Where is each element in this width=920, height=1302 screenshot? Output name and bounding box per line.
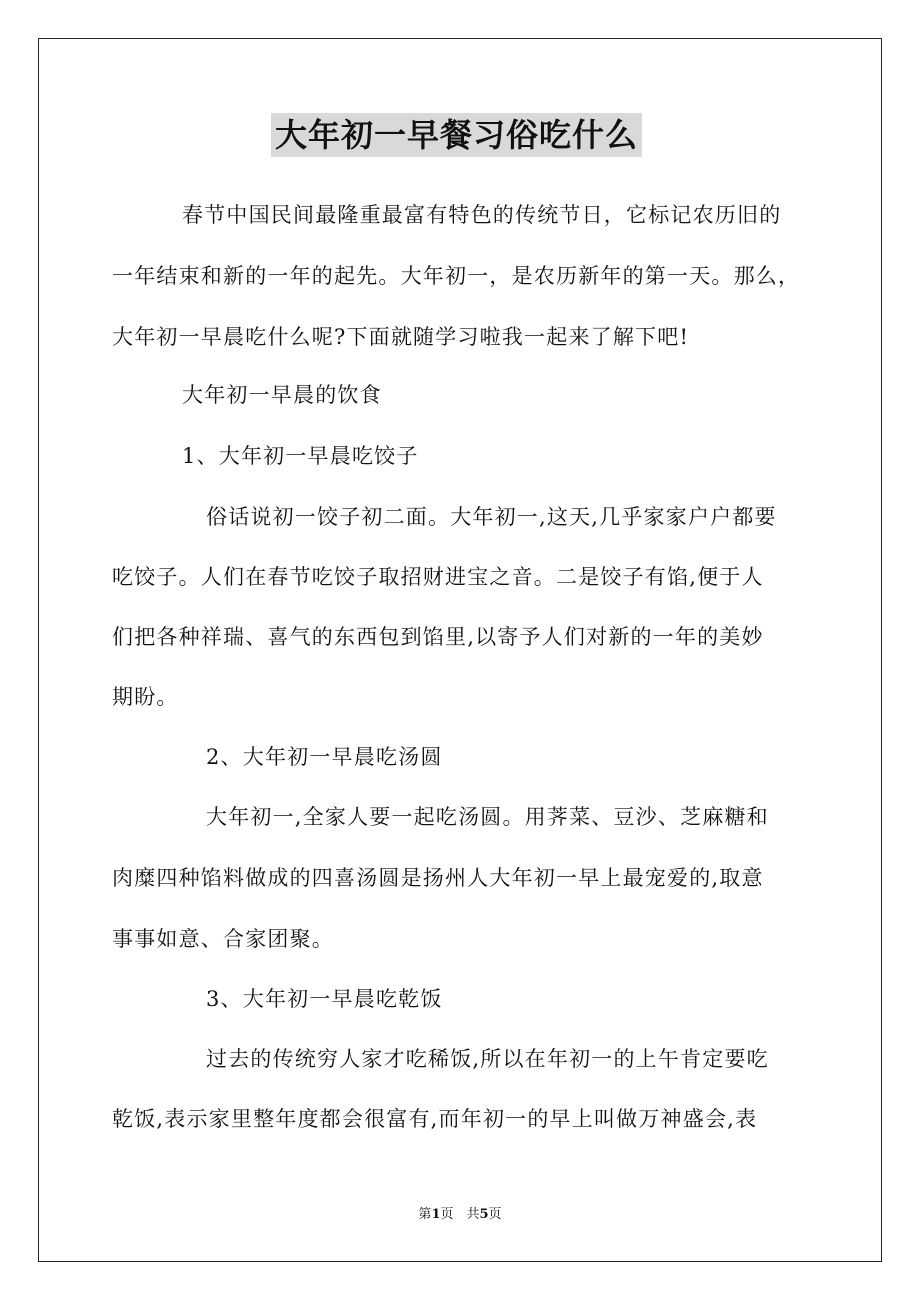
paragraph-line: 吃饺子。人们在春节吃饺子取招财进宝之音。二是饺子有馅,便于人 bbox=[112, 565, 764, 589]
paragraph-line: 春节中国民间最隆重最富有特色的传统节日，它标记农历旧的 bbox=[182, 203, 782, 227]
paragraph-line: 乾饭,表示家里整年度都会很富有,而年初一的早上叫做万神盛会,表 bbox=[112, 1107, 758, 1131]
paragraph-line: 期盼。 bbox=[112, 685, 179, 709]
paragraph-line: 事事如意、合家团聚。 bbox=[112, 927, 334, 951]
paragraph-line: 大年初一早晨吃什么呢?下面就随学习啦我一起来了解下吧! bbox=[112, 325, 690, 349]
subsection-heading: 2、大年初一早晨吃汤圆 bbox=[206, 745, 443, 769]
subsection-heading: 1、大年初一早晨吃饺子 bbox=[182, 444, 419, 468]
paragraph-line: 肉糜四种馅料做成的四喜汤圆是扬州人大年初一早上最宠爱的,取意 bbox=[112, 866, 764, 890]
footer-page-suffix: 页 bbox=[488, 1207, 502, 1222]
paragraph-line: 俗话说初一饺子初二面。大年初一,这天,几乎家家户户都要 bbox=[206, 505, 777, 529]
paragraph-line: 们把各种祥瑞、喜气的东西包到馅里,以寄予人们对新的一年的美妙 bbox=[112, 625, 764, 649]
footer-page-mid: 页 共 bbox=[440, 1207, 480, 1222]
document-title: 大年初一早餐习俗吃什么 bbox=[271, 113, 642, 157]
section-heading: 大年初一早晨的饮食 bbox=[182, 383, 382, 407]
footer-page-total: 5 bbox=[479, 1207, 489, 1222]
paragraph-line: 大年初一,全家人要一起吃汤圆。用荠菜、豆沙、芝麻糖和 bbox=[206, 805, 769, 829]
footer-page-current: 1 bbox=[431, 1207, 441, 1222]
paragraph-line: 一年结束和新的一年的起先。大年初一，是农历新年的第一天。那么， bbox=[112, 264, 801, 288]
subsection-heading: 3、大年初一早晨吃乾饭 bbox=[206, 987, 443, 1011]
footer-page-prefix: 第 bbox=[418, 1207, 432, 1222]
paragraph-line: 过去的传统穷人家才吃稀饭,所以在年初一的上午肯定要吃 bbox=[206, 1047, 769, 1071]
page-footer bbox=[0, 1206, 920, 1224]
